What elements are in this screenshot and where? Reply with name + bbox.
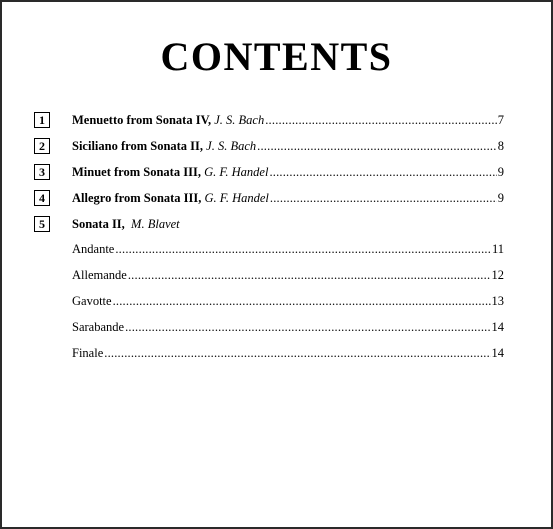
dot-leader [115, 239, 491, 259]
entry-number-box: 4 [34, 190, 50, 206]
page-number: 14 [491, 320, 504, 334]
composer-name: G. F. Handel [204, 191, 269, 205]
toc-entry-5[interactable] [2, 214, 551, 234]
entry-number-box: 3 [34, 164, 50, 180]
piece-title: Allegro from Sonata III, [72, 191, 202, 205]
dot-leader [265, 110, 497, 130]
page-number: 12 [491, 268, 504, 282]
toc-entry-text [72, 265, 504, 285]
page-number: 11 [491, 242, 504, 256]
toc-entry-4[interactable] [2, 188, 551, 208]
toc-entry-text [72, 162, 504, 182]
toc-entry-3[interactable] [2, 162, 551, 182]
toc-movement-2[interactable] [2, 265, 551, 285]
dot-leader [269, 162, 496, 182]
page-number: 9 [497, 191, 504, 205]
toc-entry-1[interactable] [2, 110, 551, 130]
toc-movement-1[interactable] [2, 239, 551, 259]
dot-leader [125, 317, 490, 337]
toc-entry-text [72, 291, 504, 311]
piece-title: Sonata II, [72, 217, 125, 231]
toc-entry-text [72, 188, 504, 208]
page-number: 7 [497, 113, 504, 127]
page-number: 8 [497, 139, 504, 153]
toc-movement-3[interactable] [2, 291, 551, 311]
piece-title: Siciliano from Sonata II, [72, 139, 204, 153]
toc-entry-text [72, 317, 504, 337]
dot-leader [113, 291, 491, 311]
composer-name: M. Blavet [131, 217, 180, 231]
page-title: CONTENTS [160, 34, 393, 79]
entry-number-box: 1 [34, 112, 50, 128]
page-number: 9 [497, 165, 504, 179]
piece-title: Menuetto from Sonata IV, [72, 113, 212, 127]
piece-title: Minuet from Sonata III, [72, 165, 201, 179]
dot-leader [128, 265, 491, 285]
entry-number-box: 2 [34, 138, 50, 154]
toc-movement-5[interactable] [2, 343, 551, 363]
toc-entry-text [72, 136, 504, 156]
movement-title: Andante [72, 242, 115, 256]
toc-movement-4[interactable] [2, 317, 551, 337]
toc-entry-text [72, 343, 504, 363]
composer-name: J. S. Bach [214, 113, 265, 127]
page-number: 14 [491, 346, 504, 360]
dot-leader [104, 343, 490, 363]
entry-number-box: 5 [34, 216, 50, 232]
toc-entry-text [72, 214, 504, 234]
dot-leader [257, 136, 497, 156]
toc-entry-text [72, 239, 504, 259]
page-number: 13 [491, 294, 504, 308]
movement-title: Sarabande [72, 320, 125, 334]
composer-name: G. F. Handel [204, 165, 269, 179]
composer-name: J. S. Bach [206, 139, 257, 153]
movement-title: Finale [72, 346, 104, 360]
movement-title: Allemande [72, 268, 127, 282]
movement-title: Gavotte [72, 294, 112, 308]
dot-leader [270, 188, 497, 208]
toc-entry-2[interactable] [2, 136, 551, 156]
toc-entry-text [72, 110, 504, 130]
